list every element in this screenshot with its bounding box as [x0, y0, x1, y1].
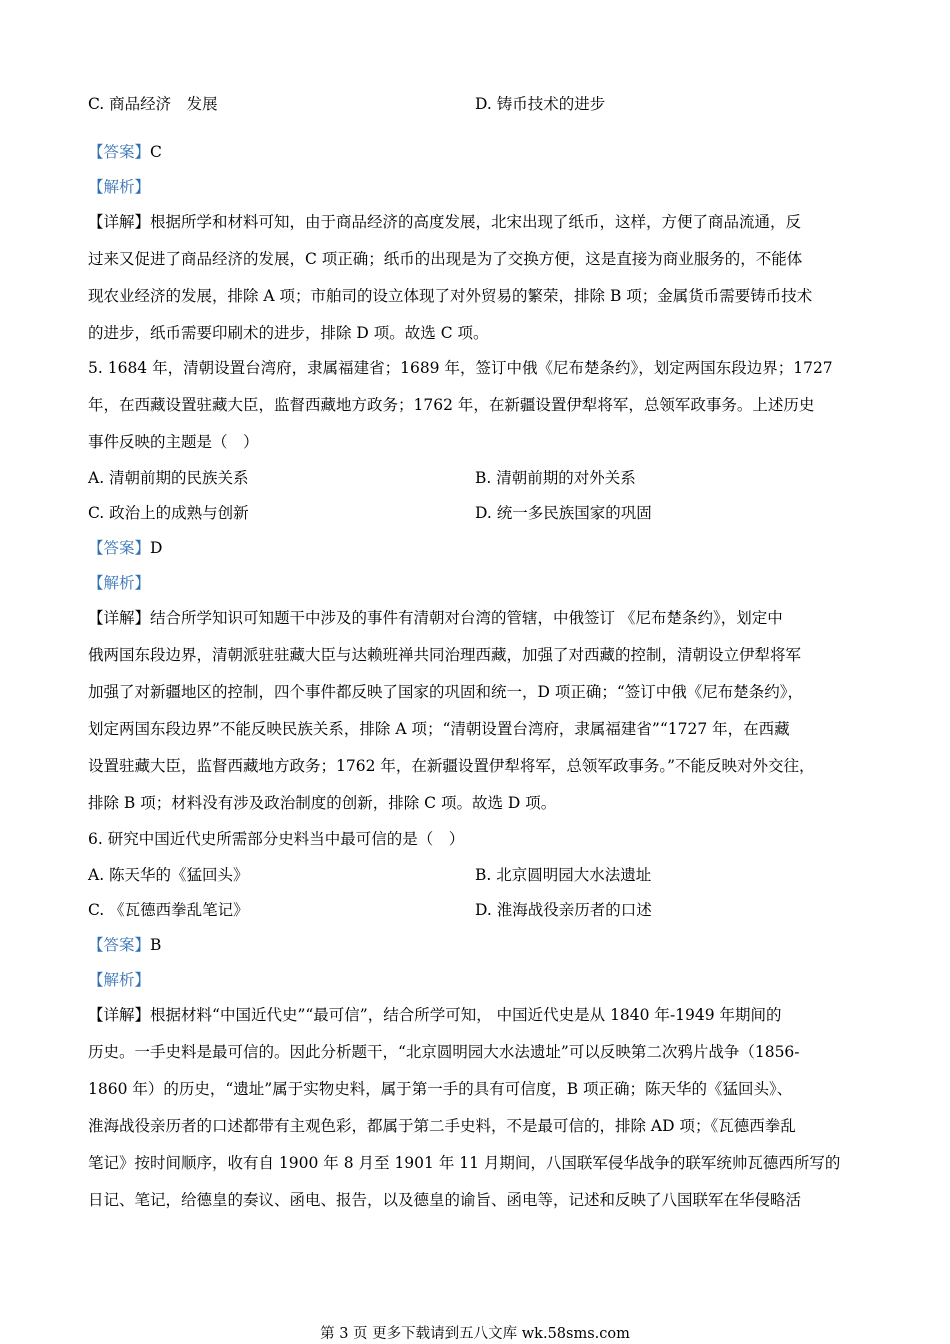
q6-analysis-tag: 【解析】 [88, 971, 151, 989]
detail-tag: 【详解】 [88, 213, 151, 231]
q6-detail-line: 笔记》按时间顺序，收有自 1900 年 8 月至 1901 年 11 月期间，八国联军侵华战争的联军统帅瓦德西所写的 [88, 1154, 841, 1172]
q5-detail-line: 设置驻藏大臣，监督西藏地方政务；1762 年，在新疆设置伊犁将军，总领军政事务。”不能反映对外交往， [88, 757, 815, 775]
q4-option-d: D. 铸币技术的进步 [475, 95, 606, 113]
q6-detail-line [88, 1004, 782, 1026]
q6-stem: 6. 研究中国近代史所需部分史料当中最可信的是（ ） [88, 830, 465, 848]
q5-detail-line [88, 607, 783, 629]
q5-option-b: B. 清朝前期的对外关系 [475, 469, 636, 487]
detail-tag: 【详解】 [88, 609, 151, 627]
q5-detail-line: 排除 B 项；材料没有涉及政治制度的创新，排除 C 项。故选 D 项。 [88, 794, 557, 812]
q4-answer [88, 141, 162, 163]
answer-tag: 【答案】 [88, 539, 151, 557]
q4-detail-line: 现农业经济的发展，排除 A 项；市舶司的设立体现了对外贸易的繁荣，排除 B 项；金属货币需要铸币技术 [88, 287, 813, 305]
q6-option-b: B. 北京圆明园大水法遗址 [475, 866, 652, 884]
q6-detail-line: 日记、笔记，给德皇的奏议、函电、报告，以及德皇的谕旨、函电等，记述和反映了八国联军在华侵略活 [88, 1191, 802, 1209]
detail-tag: 【详解】 [88, 1006, 151, 1024]
q6-detail-line: 历史。一手史料是最可信的。因此分析题干，“北京圆明园大水法遗址”可以反映第二次鸦片战争（1856- [88, 1043, 800, 1061]
answer-value: D [150, 539, 163, 557]
q4-option-c: C. 商品经济 发展 [88, 95, 218, 113]
q6-detail-line: 1860 年）的历史，“遗址”属于实物史料，属于第一手的具有可信度，B 项正确；陈天华的《猛回头》、 [88, 1080, 793, 1098]
q5-detail-line: 加强了对新疆地区的控制，四个事件都反映了国家的巩固和统一，D 项正确；“签订中俄《尼布楚条约》， [88, 683, 804, 701]
answer-tag: 【答案】 [88, 143, 151, 161]
q5-option-a: A. 清朝前期的民族关系 [88, 469, 249, 487]
q5-analysis-tag: 【解析】 [88, 574, 151, 592]
q4-analysis-tag: 【解析】 [88, 178, 151, 196]
q6-option-d: D. 淮海战役亲历者的口述 [475, 901, 652, 919]
detail-text: 结合所学知识可知题干中涉及的事件有清朝对台湾的管辖，中俄签订 《尼布楚条约》，划定中 [150, 609, 783, 627]
q5-detail-line: 俄两国东段边界，清朝派驻驻藏大臣与达赖班禅共同治理西藏，加强了对西藏的控制，清朝设立伊犁将军 [88, 646, 802, 664]
q5-option-c: C. 政治上的成熟与创新 [88, 504, 249, 522]
answer-value: B [150, 936, 162, 954]
answer-tag: 【答案】 [88, 936, 151, 954]
q4-detail-line: 的进步，纸币需要印刷术的进步，排除 D 项。故选 C 项。 [88, 324, 489, 342]
q6-option-c: C. 《瓦德西拳乱笔记》 [88, 901, 249, 919]
q5-answer [88, 537, 162, 559]
q5-option-d: D. 统一多民族国家的巩固 [475, 504, 652, 522]
page-footer: 第 3 页 更多下载请到五八文库 wk.58sms.com [320, 1326, 630, 1342]
q5-stem-line: 年，在西藏设置驻藏大臣，监督西藏地方政务；1762 年，在新疆设置伊犁将军，总领军政事务。上述历史 [88, 396, 815, 414]
q5-detail-line: 划定两国东段边界”不能反映民族关系，排除 A 项；“清朝设置台湾府，隶属福建省”“1727 年，在西藏 [88, 720, 790, 738]
q6-option-a: A. 陈天华的《猛回头》 [88, 866, 249, 884]
detail-text: 根据所学和材料可知，由于商品经济的高度发展，北宋出现了纸币，这样，方便了商品流通，反 [150, 213, 802, 231]
q6-detail-line: 淮海战役亲历者的口述都带有主观色彩，都属于第二手史料，不是最可信的，排除 AD 项；《瓦德西拳乱 [88, 1117, 796, 1135]
answer-value: C [150, 143, 162, 161]
detail-text: 根据材料“中国近代史”“最可信”，结合所学可知， 中国近代史是从 1840 年-1949 年期间的 [150, 1006, 782, 1024]
q6-answer [88, 934, 161, 956]
q4-detail-line [88, 211, 801, 233]
q5-stem-line: 5. 1684 年，清朝设置台湾府，隶属福建省；1689 年，签订中俄《尼布楚条约》，划定两国东段边界；1727 [88, 359, 833, 377]
q4-detail-line: 过来又促进了商品经济的发展，C 项正确；纸币的出现是为了交换方便，这是直接为商业服务的，不能体 [88, 250, 803, 268]
q5-stem-line: 事件反映的主题是（ ） [88, 433, 259, 451]
